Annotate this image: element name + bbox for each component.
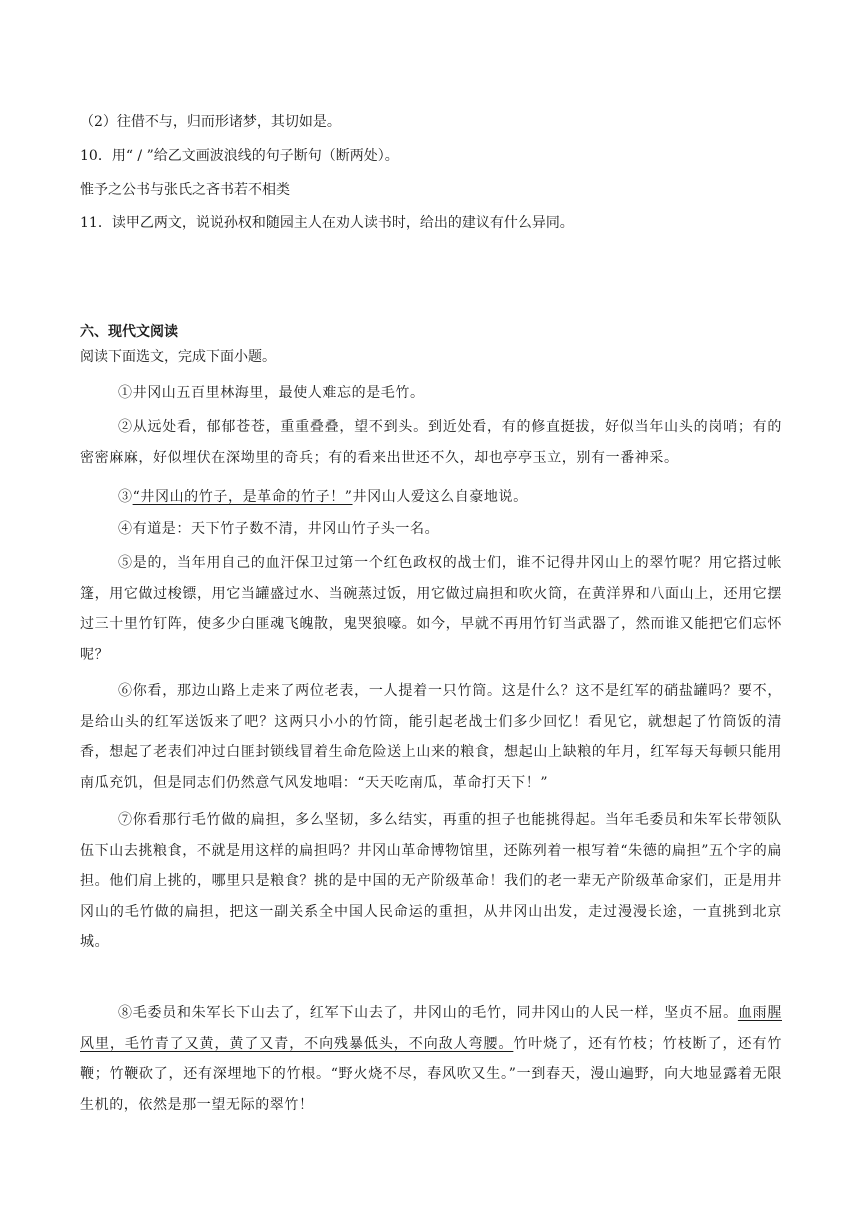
paragraph-3-number: ③: [118, 489, 133, 505]
paragraph-8-underlined: 血雨腥风里，毛竹青了又黄，黄了又青，不向残暴低头，不向敌人弯腰。: [80, 1005, 782, 1052]
paragraph-8-part-a: ⑧毛委员和朱军长下山去了，红军下山去了，井冈山的毛竹，同井冈山的人民一样，坚贞不屈。: [118, 1005, 738, 1021]
paragraph-6: ⑥你看，那边山路上走来了两位老表，一人提着一只竹筒。这是什么？这不是红军的硝盐罐吗？要不，是给山头的红军送饭来了吧？这两只小小的竹筒，能引起老战士们多少回忆！看见它，就想起了竹筒饭的清香，想起了老表们冲过白匪封锁线冒着生命危险送上山来的粮食，想起山上缺粮的年月，红军每天每顿只能用南瓜充饥，但是同志们仍然意气风发地唱：“天天吃南瓜，革命打天下！”: [80, 683, 782, 791]
paragraph-8-part-b: 竹叶烧了，还有竹枝；竹枝断了，还有竹鞭；竹鞭砍了，还有深埋地下的竹根。“野火烧不尽，春风吹又生。”一到春天，漫山遍野，向大地显露着无限生机的，依然是那一望无际的翠竹！: [80, 1035, 782, 1113]
paragraph-4: ④有道是：天下竹子数不清，井冈山竹子头一名。: [118, 521, 440, 537]
paragraph-1: ①井冈山五百里林海里，最使人难忘的是毛竹。: [118, 385, 425, 401]
paragraph-3-quote: “井冈山的竹子，是革命的竹子！”: [132, 489, 353, 505]
paragraph-7: ⑦你看那行毛竹做的扁担，多么坚韧，多么结实，再重的担子也能挑得起。当年毛委员和朱军长带领队伍下山去挑粮食，不就是用这样的扁担吗？井冈山革命博物馆里，还陈列着一根写着“朱德的扁担”五个字的扁担。他们肩上挑的，哪里只是粮食？挑的是中国的无产阶级革命！我们的老一辈无产阶级革命家们，正是用井冈山的毛竹做的扁担，把这一副关系全中国人民命运的重担，从井冈山出发，走过漫漫长途，一直挑到北京城。: [80, 812, 782, 951]
paragraph-3: [80, 482, 782, 513]
paragraph-5: ⑤是的，当年用自己的血汗保卫过第一个红色政权的战士们，谁不记得井冈山上的翠竹呢？用它搭过帐篷，用它做过梭镖，用它当罐盛过水、当碗蒸过饭，用它做过扁担和吹火筒，在黄洋界和八面山上，还用它摆过三十里竹钉阵，使多少白匪魂飞魄散，鬼哭狼嚎。如今，早就不再用竹钉当武器了，然而谁又能把它们忘怀呢？: [80, 555, 782, 663]
paragraph-2: ②从远处看，郁郁苍苍，重重叠叠，望不到头。到近处看，有的修直挺拔，好似当年山头的岗哨；有的密密麻麻，好似埋伏在深坳里的奇兵；有的看来出世还不久，却也亭亭玉立，别有一番神采。: [80, 419, 782, 466]
paragraph-8: [80, 998, 782, 1120]
section-intro: 阅读下面选文，完成下面小题。: [80, 349, 276, 365]
paragraph-3-rest: 井冈山人爱这么自豪地说。: [352, 489, 528, 505]
question-2: （2）往借不与，归而形诸梦，其切如是。: [80, 114, 341, 130]
question-10-sentence: 惟予之公书与张氏之吝书若不相类: [80, 182, 290, 198]
section-title: 六、现代文阅读: [80, 324, 178, 340]
question-11: 11．读甲乙两文，说说孙权和随园主人在劝人读书时，给出的建议有什么异同。: [80, 215, 574, 231]
question-10: 10．用“ / ”给乙文画波浪线的句子断句（断两处）。: [80, 148, 399, 164]
